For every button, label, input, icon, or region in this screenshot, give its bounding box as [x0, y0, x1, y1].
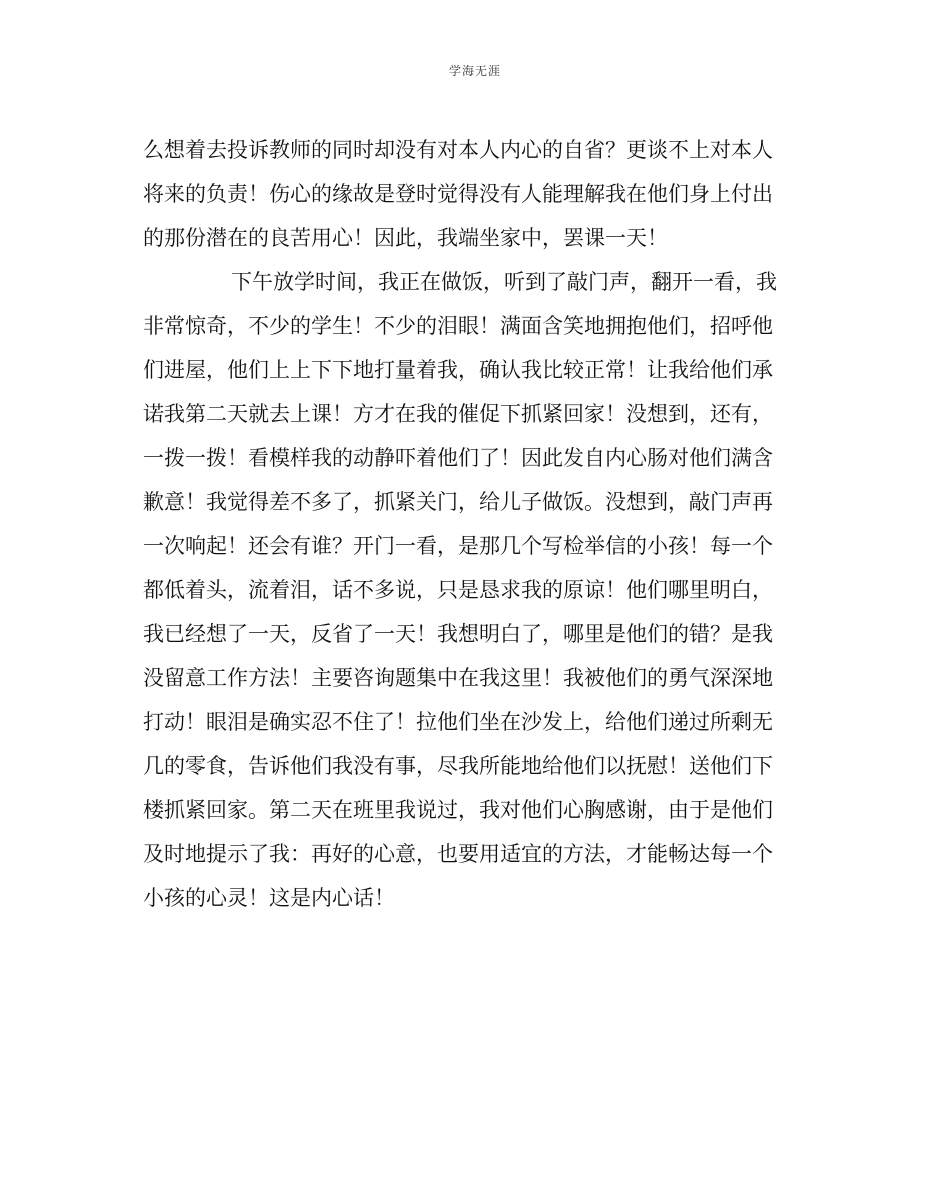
document-body — [143, 128, 803, 920]
text-line: 都低着头，流着泪，话不多说，只是恳求我的原谅！他们哪里明白， — [143, 578, 773, 602]
text-line: 没留意工作方法！主要咨询题集中在我这里！我被他们的勇气深深地 — [143, 666, 773, 690]
paragraph-1 — [143, 128, 803, 260]
text-line: 的那份潜在的良苦用心！因此，我端坐家中，罢课一天！ — [143, 226, 668, 250]
text-line: 们进屋，他们上上下下地打量着我，确认我比较正常！让我给他们承 — [143, 358, 773, 382]
text-line: 诺我第二天就去上课！方才在我的催促下抓紧回家！没想到，还有， — [143, 402, 773, 426]
text-line: 么想着去投诉教师的同时却没有对本人内心的自省？更谈不上对本人 — [143, 138, 773, 162]
text-line: 打动！眼泪是确实忍不住了！拉他们坐在沙发上，给他们递过所剩无 — [143, 710, 773, 734]
text-line: 非常惊奇，不少的学生！不少的泪眼！满面含笑地拥抱他们，招呼他 — [143, 314, 773, 338]
text-line: 小孩的心灵！这是内心话！ — [143, 886, 395, 910]
text-line: 楼抓紧回家。第二天在班里我说过，我对他们心胸感谢，由于是他们 — [143, 798, 773, 822]
paragraph-2 — [143, 260, 803, 920]
text-line: 一拨一拨！看模样我的动静吓着他们了！因此发自内心肠对他们满含 — [143, 446, 773, 470]
text-line: 下午放学时间，我正在做饭，听到了敲门声，翻开一看，我 — [231, 270, 777, 294]
text-line: 歉意！我觉得差不多了，抓紧关门，给儿子做饭。没想到，敲门声再 — [143, 490, 773, 514]
text-line: 及时地提示了我：再好的心意，也要用适宜的方法，才能畅达每一个 — [143, 842, 773, 866]
text-line: 我已经想了一天，反省了一天！我想明白了，哪里是他们的错？是我 — [143, 622, 773, 646]
text-line: 一次响起！还会有谁？开门一看，是那几个写检举信的小孩！每一个 — [143, 534, 773, 558]
text-line: 将来的负责！伤心的缘故是登时觉得没有人能理解我在他们身上付出 — [143, 182, 773, 206]
page-header: 学海无涯 — [448, 64, 501, 78]
text-line: 几的零食，告诉他们我没有事，尽我所能地给他们以抚慰！送他们下 — [143, 754, 773, 778]
